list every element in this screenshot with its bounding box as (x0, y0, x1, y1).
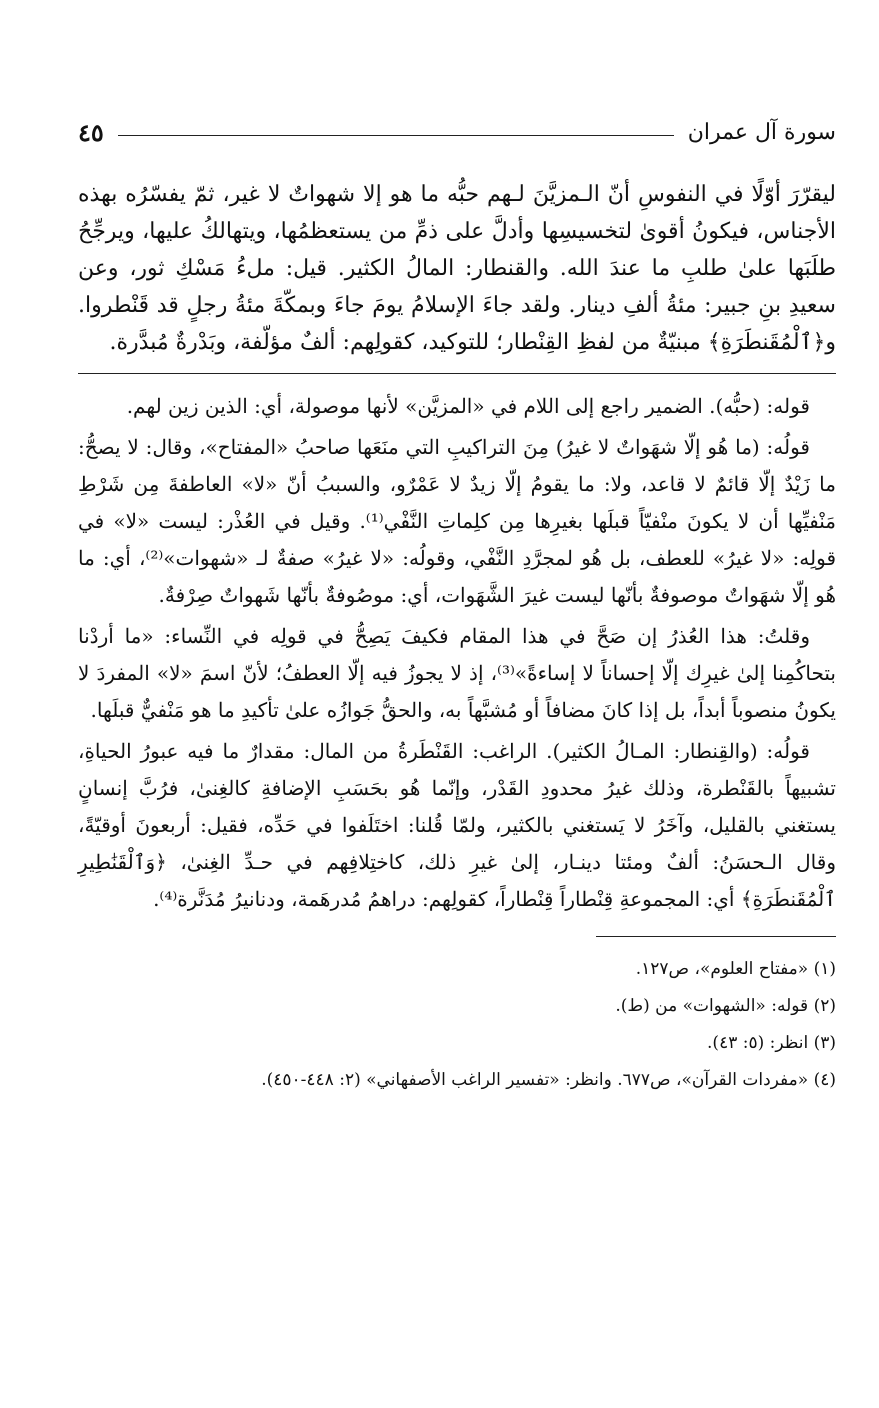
book-page (78, 112, 836, 1099)
running-header (78, 112, 836, 152)
footnote: (٣) انظر: (٥: ٤٣). (707, 1033, 836, 1053)
header-rule (118, 135, 674, 136)
footnote: (١) «مفتاح العلوم»، ص١٢٧. (635, 959, 836, 979)
commentary-paragraph: قولُه: (والقِنطار: المـالُ الكثير). الراغب: القَنْطَرةُ من المال: مقدارٌ ما فيه عبورُ الحياةِ، تشبيهاً بالقَنْطرة، وذلك غيرُ محدودِ القَدْر، وإنّما هُو بحَسَبِ الإضافةِ كالغِنىٰ، فرُبَّ إنسانٍ يستغني بالقليل، وآخَرُ لا يَستغني بالكثير، ولمّا قُلنا: اختَلَفوا في حَدِّه، فقيل: أربعونَ أوقيّةً، وقال الـحسَنُ: ألفٌ ومئتا دينـار، إلىٰ غيرِ ذلك، كاختِلافِهم في حـدِّ الغِنىٰ، ﴿وَٱلْقَنَٰطِيرِ ٱلْمُقَنطَرَةِ﴾ أي: المجموعةِ قِنْطاراً قِنْطاراً، كقولِهم: دراهمُ مُدرهَمة، ودنانيرُ مُدَنَّرة⁽⁴⁾. (78, 739, 836, 911)
page-number: ٤٥ (78, 117, 104, 147)
commentary (78, 388, 836, 918)
commentary-paragraph: وقلتُ: هذا العُذرُ إن صَحَّ في هذا المقام فكيفَ يَصِحُّ في قولِه في النِّساء: «ما أردْنا بتحاكُمِنا إلىٰ غيرِك إلّا إحساناً لا إساءةً»⁽³⁾، إذ لا يجوزُ فيه إلّا العطفُ؛ لأنّ اسمَ «لا» المفردَ لا يكونُ منصوباً أبداً، بل إذا كانَ مضافاً أو مُشبَّهاً به، والحقُّ جَوازُه علىٰ تأكيدِ ما هو مَنْفيٌّ قبلَها. (78, 624, 836, 722)
main-text (78, 176, 836, 361)
footnote: (٤) «مفردات القرآن»، ص٦٧٧. وانظر: «تفسير الراغب الأصفهاني» (٢: ٤٤٨-٤٥٠). (261, 1070, 836, 1090)
footnote-divider (596, 936, 836, 937)
surah-title: سورة آل عمران (687, 119, 836, 145)
commentary-paragraph: قوله: (حبُّه). الضمير راجع إلى اللام في «المزيَّن» لأنها موصولة، أي: الذين زين لهم. (126, 394, 810, 418)
footnotes (78, 951, 836, 1099)
main-paragraph: ليقرّرَ أوّلًا في النفوسِ أنّ الـمزيَّنَ لـهم حبُّه ما هو إلا شهواتٌ لا غير، ثمّ يفسّرُه بهذه الأجناس، فيكونُ أقوىٰ لتخسيسِها وأدلَّ على ذمِّ من يستعظمُها، ويتهالكُ عليها، ويرجِّحُ طلَبَها علىٰ طلبِ ما عندَ الله. والقنطار: المالُ الكثير. قيل: ملءُ مَسْكِ ثور، وعن سعيدِ بنِ جبير: مئةُ ألفِ دينار. ولقد جاءَ الإسلامُ يومَ جاءَ وبمكّةَ مئةُ رجلٍ قد قَنْطروا. و﴿ٱلْمُقَنطَرَةِ﴾ مبنيّةٌ من لفظِ القِنْطار؛ للتوكيد، كقولِهم: ألفٌ مؤلّفة، وبَدْرةٌ مُبدَّرة. (78, 182, 836, 355)
footnote: (٢) قوله: «الشهوات» من (ط). (615, 996, 836, 1016)
section-divider (78, 373, 836, 374)
commentary-paragraph: قولُه: (ما هُو إلّا شهَواتٌ لا غيرُ) مِنَ التراكيبِ التي منَعَها صاحبُ «المفتاح»، وقال: لا يصحُّ: ما زَيْدٌ إلّا قائمٌ لا قاعد، ولا: ما يقومُ إلّا زيدٌ لا عَمْرٌو، والسببُ أنّ «لا» العاطفةَ مِن شَرْطِ مَنْفيِّها أن لا يكونَ منْفيّاً قبلَها بغيرِها مِن كلِماتِ النَّفْي⁽¹⁾. وقيل في العُذْر: ليست «لا» في قولِه: «لا غيرُ» للعطف، بل هُو لمجرَّدِ النَّفْي، وقولُه: «لا غيرُ» صفةٌ لـ «شهوات»⁽²⁾، أي: ما هُو إلّا شهَواتٌ موصوفةٌ بأنّها ليست غيرَ الشَّهَوات، أي: موصُوفةٌ بأنّها شَهواتٌ صِرْفةٌ. (78, 435, 837, 607)
